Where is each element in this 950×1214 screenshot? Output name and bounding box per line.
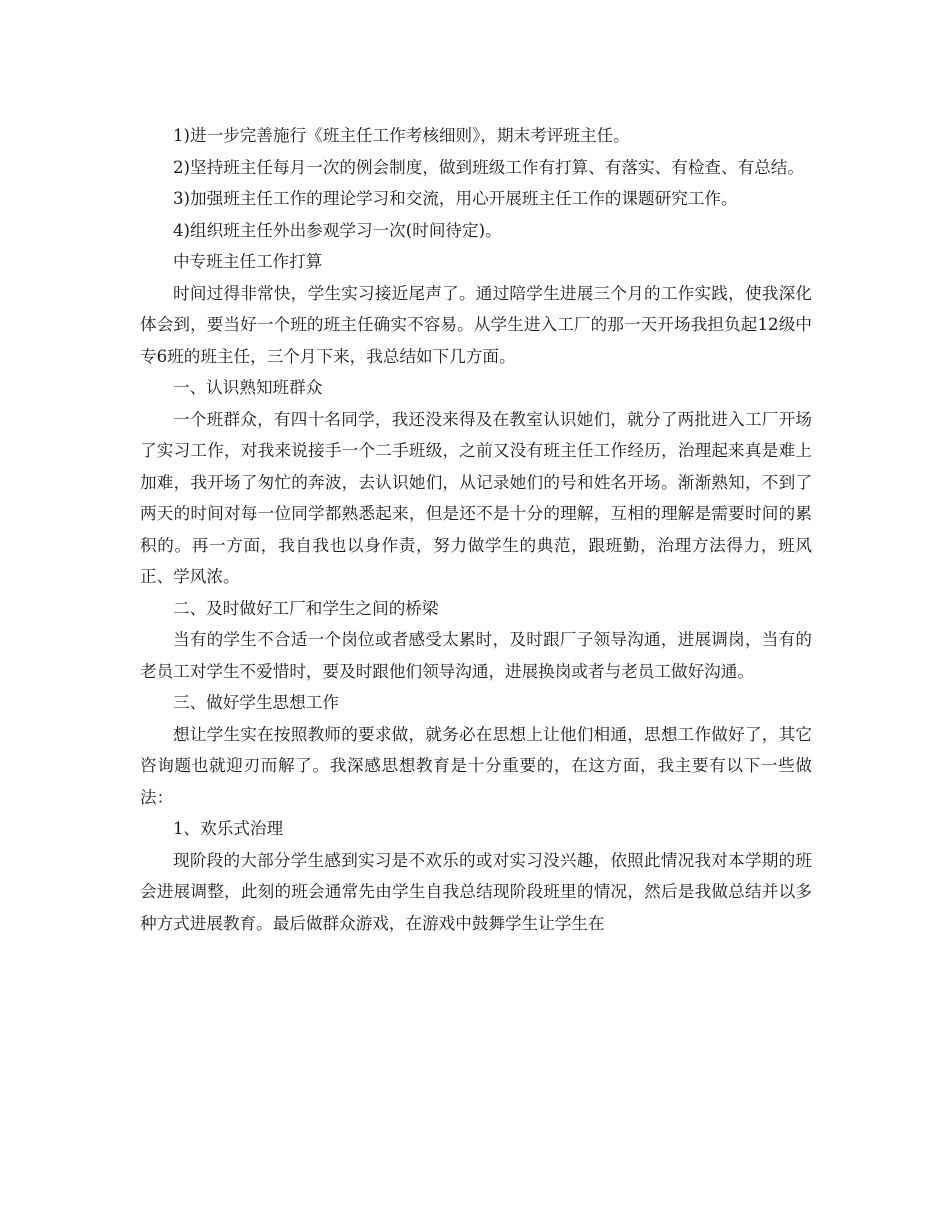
paragraph: 时间过得非常快，学生实习接近尾声了。通过陪学生进展三个月的工作实践，使我深化体会到，要当好一个班的班主任确实不容易。从学生进入工厂的那一天开场我担负起12级中专6班的班主任，三个月下来，我总结如下几方面。 [140,283,812,366]
paragraph: 现阶段的大部分学生感到实习是不欢乐的或对实习没兴趣，依照此情况我对本学期的班会进展调整，此刻的班会通常先由学生自我总结现阶段班里的情况，然后是我做总结并以多种方式进展教育。最后做群众游戏，在游戏中鼓舞学生让学生在 [140,850,812,933]
paragraph: 1)进一步完善施行《班主任工作考核细则》，期末考评班主任。 [173,126,630,145]
paragraph: 想让学生实在按照教师的要求做，就务必在思想上让他们相通，思想工作做好了，其它咨询题也就迎刃而解了。我深感思想教育是十分重要的，在这方面，我主要有以下一些做法： [140,724,812,807]
paragraph: 当有的学生不合适一个岗位或者感受太累时，及时跟厂子领导沟通，进展调岗，当有的老员工对学生不爱惜时，要及时跟他们领导沟通，进展换岗或者与老员工做好沟通。 [140,630,812,681]
section-heading: 1、欢乐式治理 [173,819,284,838]
paragraph: 一个班群众，有四十名同学，我还没来得及在教室认识她们，就分了两批进入工厂开场了实习工作，对我来说接手一个二手班级，之前又没有班主任工作经历，治理起来真是难上加难，我开场了匆忙的奔波，去认识她们，从记录她们的号和姓名开场。渐渐熟知，不到了两天的时间对每一位同学都熟悉起来，但是还不是十分的理解，互相的理解是需要时间的累积的。再一方面，我自我也以身作责，努力做学生的典范，跟班勤，治理方法得力，班风正、学风浓。 [140,409,812,586]
document-body [140,120,812,939]
section-heading: 一、认识熟知班群众 [173,378,323,397]
section-heading: 三、做好学生思想工作 [173,693,339,712]
section-heading: 二、及时做好工厂和学生之间的桥梁 [173,598,439,618]
paragraph: 4)组织班主任外出参观学习一次(时间待定)。 [173,220,502,240]
paragraph: 2)坚持班主任每月一次的例会制度，做到班级工作有打算、有落实、有检查、有总结。 [173,157,804,177]
paragraph: 3)加强班主任工作的理论学习和交流，用心开展班主任工作的课题研究工作。 [173,189,738,208]
section-heading: 中专班主任工作打算 [173,252,323,271]
